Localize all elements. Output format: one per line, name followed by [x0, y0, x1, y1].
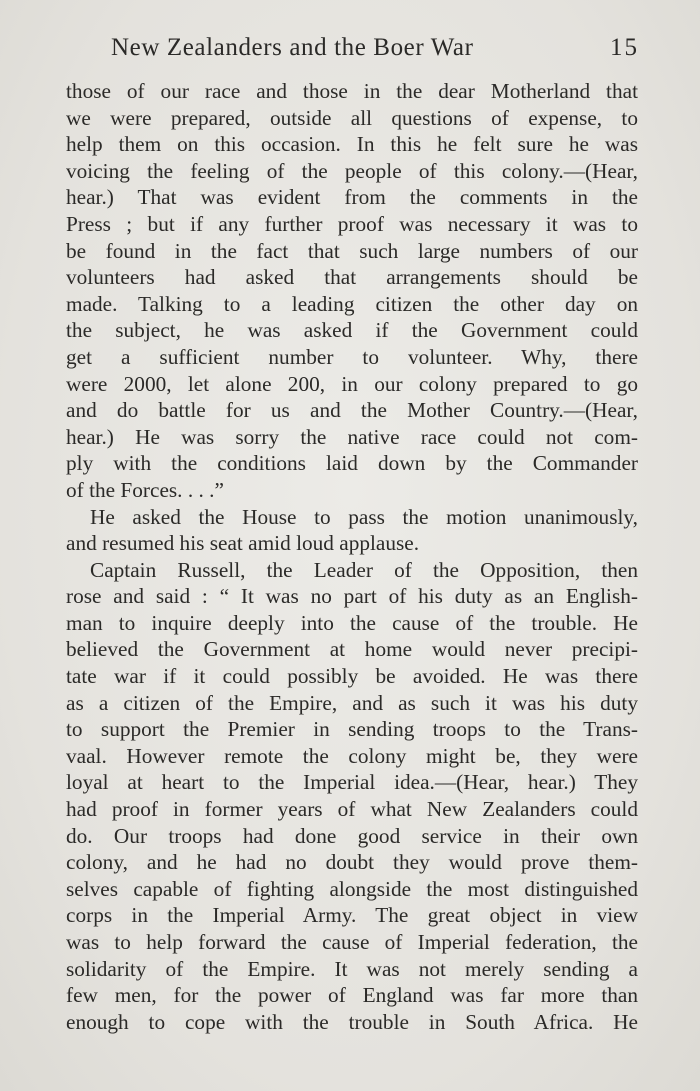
- text-line: believed the Government at home would never precipi-: [66, 637, 638, 662]
- text-line: we were prepared, outside all questions of expense, to: [66, 105, 638, 130]
- text-line: had proof in former years of what New Zealanders could: [66, 797, 638, 822]
- text-line: ply with the conditions laid down by the Commander: [66, 451, 638, 476]
- text-line: He asked the House to pass the motion unanimously,: [90, 504, 638, 529]
- text-line: do. Our troops had done good service in their own: [66, 823, 638, 848]
- text-line: enough to cope with the trouble in South Africa. He: [66, 1009, 638, 1034]
- text-line: of the Forces. . . .”: [66, 477, 224, 502]
- text-line: rose and said : “ It was no part of his duty as an English-: [66, 584, 638, 609]
- text-line: hear.) He was sorry the native race could not com-: [66, 424, 638, 449]
- text-line: and do battle for us and the Mother Country.—(Hear,: [66, 398, 638, 423]
- text-line: get a sufficient number to volunteer. Why, there: [66, 344, 638, 369]
- text-line: colony, and he had no doubt they would prove them-: [66, 850, 638, 875]
- text-line: to support the Premier in sending troops to the Trans-: [66, 717, 638, 742]
- body-text: [66, 78, 638, 1035]
- text-line: was to help forward the cause of Imperial federation, the: [66, 930, 638, 954]
- text-line: the subject, he was asked if the Government could: [66, 318, 638, 343]
- text-line: volunteers had asked that arrangements should be: [66, 265, 638, 290]
- text-line: solidarity of the Empire. It was not merely sending a: [66, 956, 638, 981]
- text-line: and resumed his seat amid loud applause.: [66, 531, 420, 556]
- text-line: Captain Russell, the Leader of the Opposition, then: [90, 557, 638, 582]
- text-line: Press ; but if any further proof was necessary it was to: [66, 211, 638, 236]
- text-line: tate war if it could possibly be avoided. He was there: [66, 664, 638, 689]
- text-line: those of our race and those in the dear Motherland that: [66, 79, 638, 103]
- text-line: hear.) That was evident from the comments in the: [66, 185, 638, 210]
- text-line: loyal at heart to the Imperial idea.—(Hear, hear.) They: [66, 770, 638, 795]
- running-title: New Zealanders and the Boer War: [111, 34, 474, 61]
- text-line: man to inquire deeply into the cause of the trouble. He: [66, 610, 638, 635]
- text-line: few men, for the power of England was far more than: [66, 983, 638, 1008]
- text-line: help them on this occasion. In this he felt sure he was: [66, 132, 638, 157]
- text-line: selves capable of fighting alongside the most distinguished: [66, 876, 638, 901]
- page-number: 15: [610, 34, 639, 61]
- text-line: vaal. However remote the colony might be, they were: [66, 743, 638, 768]
- text-line: as a citizen of the Empire, and as such it was his duty: [66, 690, 638, 715]
- text-line: be found in the fact that such large numbers of our: [66, 238, 638, 263]
- text-line: voicing the feeling of the people of this colony.—(Hear,: [66, 158, 638, 183]
- text-line: corps in the Imperial Army. The great object in view: [66, 903, 638, 928]
- text-line: made. Talking to a leading citizen the other day on: [66, 291, 638, 316]
- running-head: [0, 34, 700, 66]
- text-line: were 2000, let alone 200, in our colony prepared to go: [66, 371, 638, 396]
